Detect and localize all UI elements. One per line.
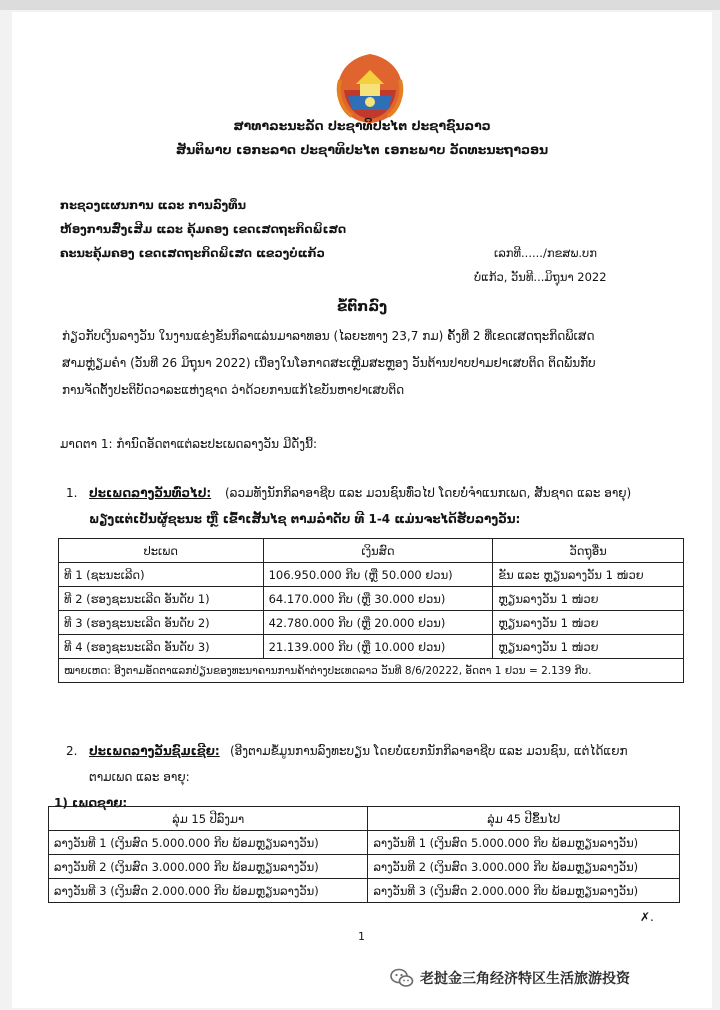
table-cell: ຫຼຽນລາງວັນ 1 ໜ່ວຍ — [493, 587, 684, 611]
table-note-row — [59, 659, 684, 683]
table-header-cell: ວັດຖຸອື່ນ — [493, 539, 684, 563]
article-1-heading: ມາດຕາ 1: ກຳນົດອັດຕາແຕ່ລະປະເພດລາງວັນ ມີດັ່ງນີ້: — [60, 437, 318, 451]
ministry-name: ກະຊວງແຜນການ ແລະ ການລົງທຶນ — [60, 198, 247, 212]
section-2-number: 2. — [66, 744, 78, 758]
table-header-cell: ລຸ່ມ 15 ປີລົງມາ — [49, 807, 368, 831]
table-header-cell: ລຸ່ມ 45 ປີຂຶ້ນໄປ — [368, 807, 680, 831]
table-row — [59, 611, 684, 635]
page-title: ຂໍ້ຕົກລົງ — [336, 299, 388, 315]
subject-line-1: ກ່ຽວກັບເງິນລາງວັນ ໃນງານແຂ່ງຂັນກິລາແລ່ນມາລາທອນ (ໄລຍະທາງ 23,7 ກມ) ຄັ້ງທີ 2 ທີ່ເຂດເສດຖະກິດພິເສດ — [62, 329, 595, 343]
section-2-text: (ອີງຕາມຂໍ້ມູນການລົງທະບຽນ ໂດຍບໍ່ແຍກນັກກິລາອາຊີບ ແລະ ມວນຊົນ, ແຕ່ໄດ້ແຍກ — [230, 744, 628, 758]
table-cell: ຫຼຽນລາງວັນ 1 ໜ່ວຍ — [493, 611, 684, 635]
prize-table-male — [48, 806, 680, 903]
table-cell: ທີ 1 (ຊະນະເລີດ) — [59, 563, 264, 587]
header-line-2: ສັນຕິພາບ ເອກະລາດ ປະຊາທິປະໄຕ ເອກະພາບ ວັດທະນະຖາວອນ — [175, 142, 549, 157]
table-cell: 64.170.000 ກີບ (ຫຼື 30.000 ຢວນ) — [263, 587, 493, 611]
watermark-text: 老挝金三角经济特区生活旅游投资 — [420, 971, 630, 987]
table-cell: ລາງວັນທີ 2 (ເງິນສົດ 3.000.000 ກີບ ພ້ອມຫຼຽນລາງວັນ) — [368, 855, 680, 879]
table-header-cell: ປະເພດ — [59, 539, 264, 563]
page-number: 1 — [358, 930, 365, 943]
prize-table-general — [58, 538, 684, 683]
national-emblem-icon — [330, 50, 410, 126]
table-header-row — [59, 539, 684, 563]
committee-name: ຄະນະຄຸ້ມຄອງ ເຂດເສດຖະກິດພິເສດ ແຂວງບໍ່ແກ້ວ — [60, 246, 325, 260]
table-cell: ລາງວັນທີ 3 (ເງິນສົດ 2.000.000 ກີບ ພ້ອມຫຼຽນລາງວັນ) — [368, 879, 680, 903]
table-cell: ທີ 4 (ຮອງຊະນະເລີດ ອັນດັບ 3) — [59, 635, 264, 659]
table-cell: ລາງວັນທີ 3 (ເງິນສົດ 2.000.000 ກີບ ພ້ອມຫຼຽນລາງວັນ) — [49, 879, 368, 903]
section-1-text: (ລວມທັງນັກກິລາອາຊີບ ແລະ ມວນຊົນທົ່ວໄປ ໂດຍບໍ່ຈຳແນກເພດ, ສັນຊາດ ແລະ ອາຍຸ) — [225, 486, 632, 500]
table-row — [59, 587, 684, 611]
table-cell: 21.139.000 ກີບ (ຫຼື 10.000 ຢວນ) — [263, 635, 493, 659]
subject-line-3: ການຈັດຕັ້ງປະຕິບັດວາລະແຫ່ງຊາດ ວ່າດ້ວຍການແກ້ໄຂບັນຫາຢາເສບຕິດ — [62, 383, 405, 397]
table-cell: ທີ 3 (ຮອງຊະນະເລີດ ອັນດັບ 2) — [59, 611, 264, 635]
header-line-1: ສາທາລະນະລັດ ປະຊາທິປະໄຕ ປະຊາຊົນລາວ — [233, 118, 491, 133]
table-note: ໝາຍເຫດ: ອີງຕາມອັດຕາແລກປ່ຽນຂອງທະນາຄານການຄ້າຕ່າງປະເທດລາວ ວັນທີ 8/6/20222, ອັດຕາ 1 ຢວນ = 2.139 ກີບ. — [59, 659, 684, 683]
document-page — [12, 12, 712, 1008]
subject-line-2: ສາມຫຼ່ຽມຄຳ (ວັນທີ 26 ມິຖຸນາ 2022) ເນື່ອງໃນໂອກາດສະເຫຼີມສະຫຼອງ ວັນຕ້ານປາບປາມຢາເສບຕິດ ຕິດພັນກັບ — [62, 356, 596, 370]
table-cell: ລາງວັນທີ 1 (ເງິນສົດ 5.000.000 ກີບ ພ້ອມຫຼຽນລາງວັນ) — [368, 831, 680, 855]
section-1-heading: ປະເພດລາງວັນທົ່ວໄປ: — [89, 486, 212, 500]
table-row — [59, 563, 684, 587]
table-row — [59, 635, 684, 659]
table-cell: ຂັນ ແລະ ຫຼຽນລາງວັນ 1 ໜ່ວຍ — [493, 563, 684, 587]
subsection-heading: 1) ເພດຊາຍ: — [54, 796, 128, 810]
section-2-heading: ປະເພດລາງວັນຊົມເຊີຍ: — [89, 744, 220, 758]
table-header-cell: ເງິນສົດ — [263, 539, 493, 563]
top-strip — [0, 0, 720, 10]
section-1-text-2: ພຽງແຕ່ເປັນຜູ້ຊະນະ ຫຼື ເຂົ້າເສັ້ນໄຊ ຕາມລຳດັບ ທີ 1-4 ແມ່ນຈະໄດ້ຮັບລາງວັນ: — [89, 512, 521, 526]
table-cell: 106.950.000 ກີບ (ຫຼື 50.000 ຢວນ) — [263, 563, 493, 587]
table-header-row — [49, 807, 680, 831]
office-name: ຫ້ອງການສົ່ງເສີມ ແລະ ຄຸ້ມຄອງ ເຂດເສດຖະກິດພິເສດ — [60, 222, 347, 236]
document-number: ເລກທີ....../ກຂສພ.ບກ — [494, 246, 597, 260]
table-cell: ຫຼຽນລາງວັນ 1 ໜ່ວຍ — [493, 635, 684, 659]
corner-mark: ✗. — [640, 910, 654, 924]
section-1-number: 1. — [66, 486, 78, 500]
table-cell: 42.780.000 ກີບ (ຫຼື 20.000 ຢວນ) — [263, 611, 493, 635]
table-row — [49, 831, 680, 855]
table-cell: ທີ 2 (ຮອງຊະນະເລີດ ອັນດັບ 1) — [59, 587, 264, 611]
table-cell: ລາງວັນທີ 2 (ເງິນສົດ 3.000.000 ກີບ ພ້ອມຫຼຽນລາງວັນ) — [49, 855, 368, 879]
document-date: ບໍ່ແກ້ວ, ວັນທີ...ມິຖຸນາ 2022 — [474, 270, 607, 284]
table-row — [49, 855, 680, 879]
wechat-icon — [390, 968, 414, 988]
section-2-text-2: ຕາມເພດ ແລະ ອາຍຸ: — [89, 770, 190, 784]
table-cell: ລາງວັນທີ 1 (ເງິນສົດ 5.000.000 ກີບ ພ້ອມຫຼຽນລາງວັນ) — [49, 831, 368, 855]
watermark — [390, 965, 710, 991]
table-row — [49, 879, 680, 903]
